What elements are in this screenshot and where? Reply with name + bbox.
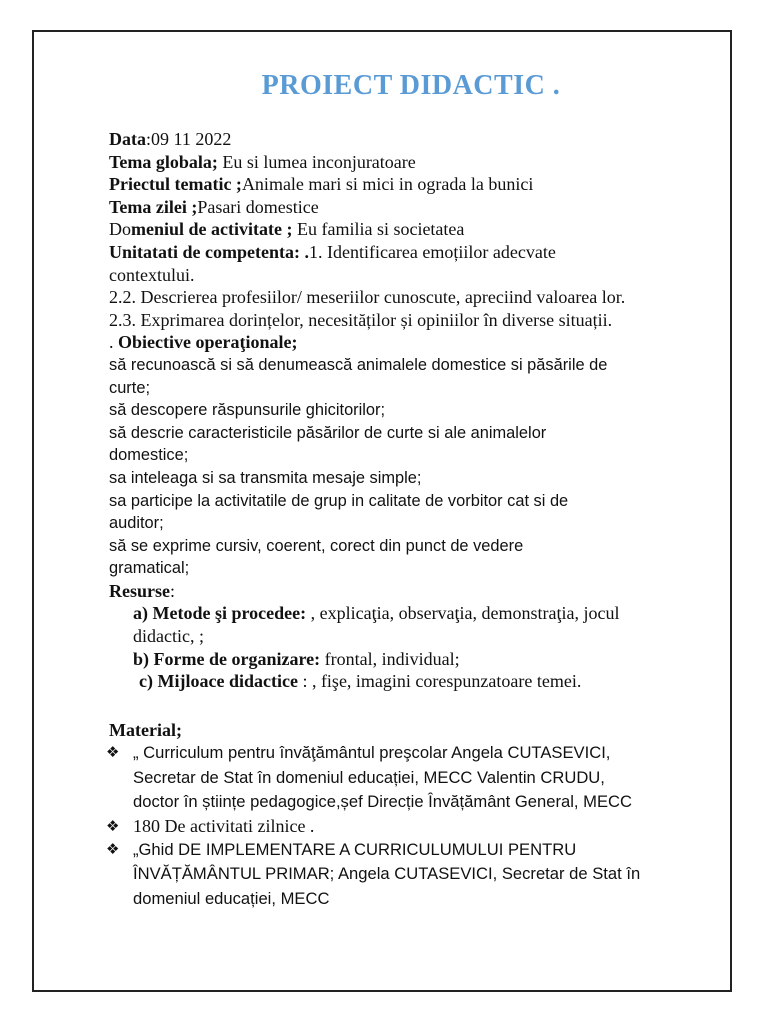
objectives-label: Obiective operaţionale;: [118, 332, 298, 353]
list-item: [106, 815, 719, 838]
objective-line: să recunoască si să denumească animalele domestice si păsările de: [109, 355, 608, 374]
objectives-heading: [109, 331, 719, 354]
field-label: b) Forme de organizare:: [133, 648, 321, 669]
field-label: Data: [109, 129, 146, 149]
field-label: Priectul tematic ;: [109, 174, 242, 195]
field-data: [109, 128, 719, 151]
objective-line: curte;: [109, 378, 150, 397]
resurse-heading: [109, 580, 719, 603]
material-line: „Ghid DE IMPLEMENTARE A CURRICULUMULUI PENTRU: [133, 839, 577, 859]
field-unitati-cont: contextului.: [109, 264, 195, 285]
field-label: Tema zilei ;: [109, 196, 198, 217]
objectives-list: [109, 354, 719, 580]
field-value: frontal, individual;: [320, 648, 460, 669]
material-heading: Material;: [109, 719, 182, 740]
spacer: [109, 693, 719, 719]
field-label: Unitatati de competenta: .: [109, 241, 309, 262]
objective-item: [109, 422, 719, 467]
diamond-bullet-icon: ❖: [106, 743, 120, 762]
field-domeniul: [109, 218, 719, 241]
field-value: Eu familia si societatea: [292, 219, 465, 240]
list-item: [106, 741, 719, 815]
field-label: c) Mijloace didactice: [139, 671, 298, 692]
field-label-plain: Do: [109, 219, 131, 240]
diamond-bullet-icon: ❖: [106, 839, 120, 858]
objective-line: să descrie caracteristicile păsărilor de curte si ale animalelor: [109, 423, 547, 442]
resurse-metode-cont: didactic, ;: [133, 626, 204, 647]
document-body: [106, 128, 719, 911]
field-label: a) Metode şi procedee:: [133, 603, 307, 624]
document-title: PROIECT DIDACTIC .: [261, 70, 561, 101]
unitate-2-3: 2.3. Exprimarea dorințelor, necesităților și opiniilor în diverse situații.: [109, 309, 613, 330]
objective-line: domestice;: [109, 446, 189, 465]
field-value: : , fişe, imagini corespunzatoare temei.: [297, 671, 582, 692]
objective-line: gramatical;: [109, 559, 190, 578]
material-line: 180 De activitati zilnice .: [133, 815, 315, 836]
list-item: [106, 838, 719, 912]
resurse-metode: [109, 602, 719, 625]
unitate-2-2: 2.2. Descrierea profesiilor/ meseriilor cunoscute, apreciind valoarea lor.: [109, 287, 626, 308]
field-value: :09 11 2022: [146, 129, 232, 149]
field-value: 1. Identificarea emoțiilor adecvate: [308, 241, 556, 262]
field-tema-zilei: [109, 196, 719, 219]
field-label: Tema globala;: [109, 151, 218, 172]
material-line: domeniul educației, MECC: [133, 888, 330, 908]
objective-item: [109, 490, 719, 535]
resurse-colon: :: [170, 580, 176, 601]
material-line: Secretar de Stat în domeniul educației, MECC Valentin CRUDU,: [133, 767, 605, 787]
objective-line: să se exprime cursiv, coerent, corect din punct de vedere: [109, 536, 524, 555]
field-value: Eu si lumea inconjuratoare: [217, 151, 416, 172]
objective-item: [109, 535, 719, 580]
objective-line: sa inteleaga si sa transmita mesaje simple;: [109, 468, 422, 487]
material-list: [106, 741, 719, 911]
objective-line: auditor;: [109, 514, 164, 533]
resurse-label: Resurse: [109, 580, 170, 601]
field-value: , explicaţia, observaţia, demonstraţia, jocul: [306, 603, 620, 624]
objective-item: [109, 399, 719, 422]
field-value: Animale mari si mici in ograda la bunici: [241, 174, 534, 195]
field-label: meniul de activitate ;: [131, 219, 293, 240]
material-line: „ Curriculum pentru învăţământul preşcolar Angela CUTASEVICI,: [133, 743, 611, 763]
field-tema-globala: [109, 151, 719, 174]
diamond-bullet-icon: ❖: [106, 816, 120, 835]
material-line: ÎNVĂȚĂMÂNTUL PRIMAR; Angela CUTASEVICI, Secretar de Stat în: [133, 864, 641, 884]
resurse-mijloace: [109, 670, 719, 693]
objective-item: [109, 354, 719, 399]
objective-line: să descopere răspunsurile ghicitorilor;: [109, 401, 386, 420]
resurse-forme: [109, 648, 719, 671]
material-line: doctor în științe pedagogice,șef Direcție Învățământ General, MECC: [133, 792, 632, 812]
field-unitati: [109, 241, 719, 264]
field-value: Pasari domestice: [197, 196, 319, 217]
objective-item: [109, 467, 719, 490]
objective-line: sa participe la activitatile de grup in calitate de vorbitor cat si de: [109, 491, 569, 510]
objectives-prefix: .: [109, 332, 118, 353]
field-proiect-tematic: [109, 173, 719, 196]
